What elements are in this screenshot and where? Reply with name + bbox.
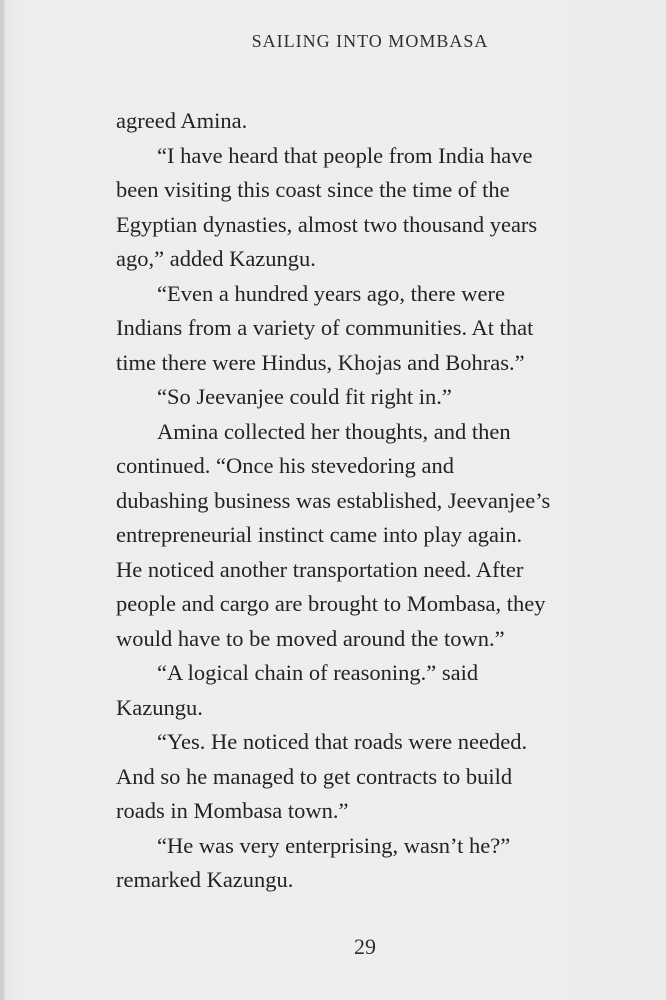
text-line: would have to be moved around the town.”	[116, 625, 505, 651]
body-text	[116, 104, 636, 898]
text-line: continued. “Once his stevedoring and	[116, 453, 455, 478]
text-line: been visiting this coast since the time of the	[116, 177, 510, 202]
text-line: “So Jeevanjee could fit right in.”	[157, 384, 452, 409]
text-line: “Yes. He noticed that roads were needed.	[157, 729, 528, 754]
text-line: ago,” added Kazungu.	[116, 246, 316, 271]
text-line: Egyptian dynasties, almost two thousand years	[116, 211, 538, 237]
text-line: dubashing business was established, Jeevanjee’s	[116, 487, 551, 513]
text-line: Kazungu.	[116, 694, 203, 720]
text-line: time there were Hindus, Khojas and Bohras.”	[116, 349, 525, 375]
text-line: He noticed another transportation need. After	[116, 556, 524, 582]
text-line: remarked Kazungu.	[116, 867, 294, 892]
text-line: “Even a hundred years ago, there were	[157, 280, 505, 306]
text-line: Indians from a variety of communities. At that	[116, 315, 534, 340]
text-line: Amina collected her thoughts, and then	[157, 418, 511, 444]
running-head: SAILING INTO MOMBASA	[251, 31, 489, 51]
text-line: “He was very enterprising, wasn’t he?”	[157, 832, 511, 858]
text-line: agreed Amina.	[116, 108, 248, 133]
text-line: people and cargo are brought to Mombasa, they	[116, 591, 546, 616]
text-line: “I have heard that people from India have	[157, 142, 533, 168]
page-gutter-edge	[0, 0, 4, 1000]
text-line: And so he managed to get contracts to build	[116, 763, 513, 789]
page-number: 29	[354, 934, 376, 959]
text-line: roads in Mombasa town.”	[116, 798, 349, 823]
text-line: “A logical chain of reasoning.” said	[157, 660, 479, 685]
text-line: entrepreneurial instinct came into play again.	[116, 522, 523, 547]
